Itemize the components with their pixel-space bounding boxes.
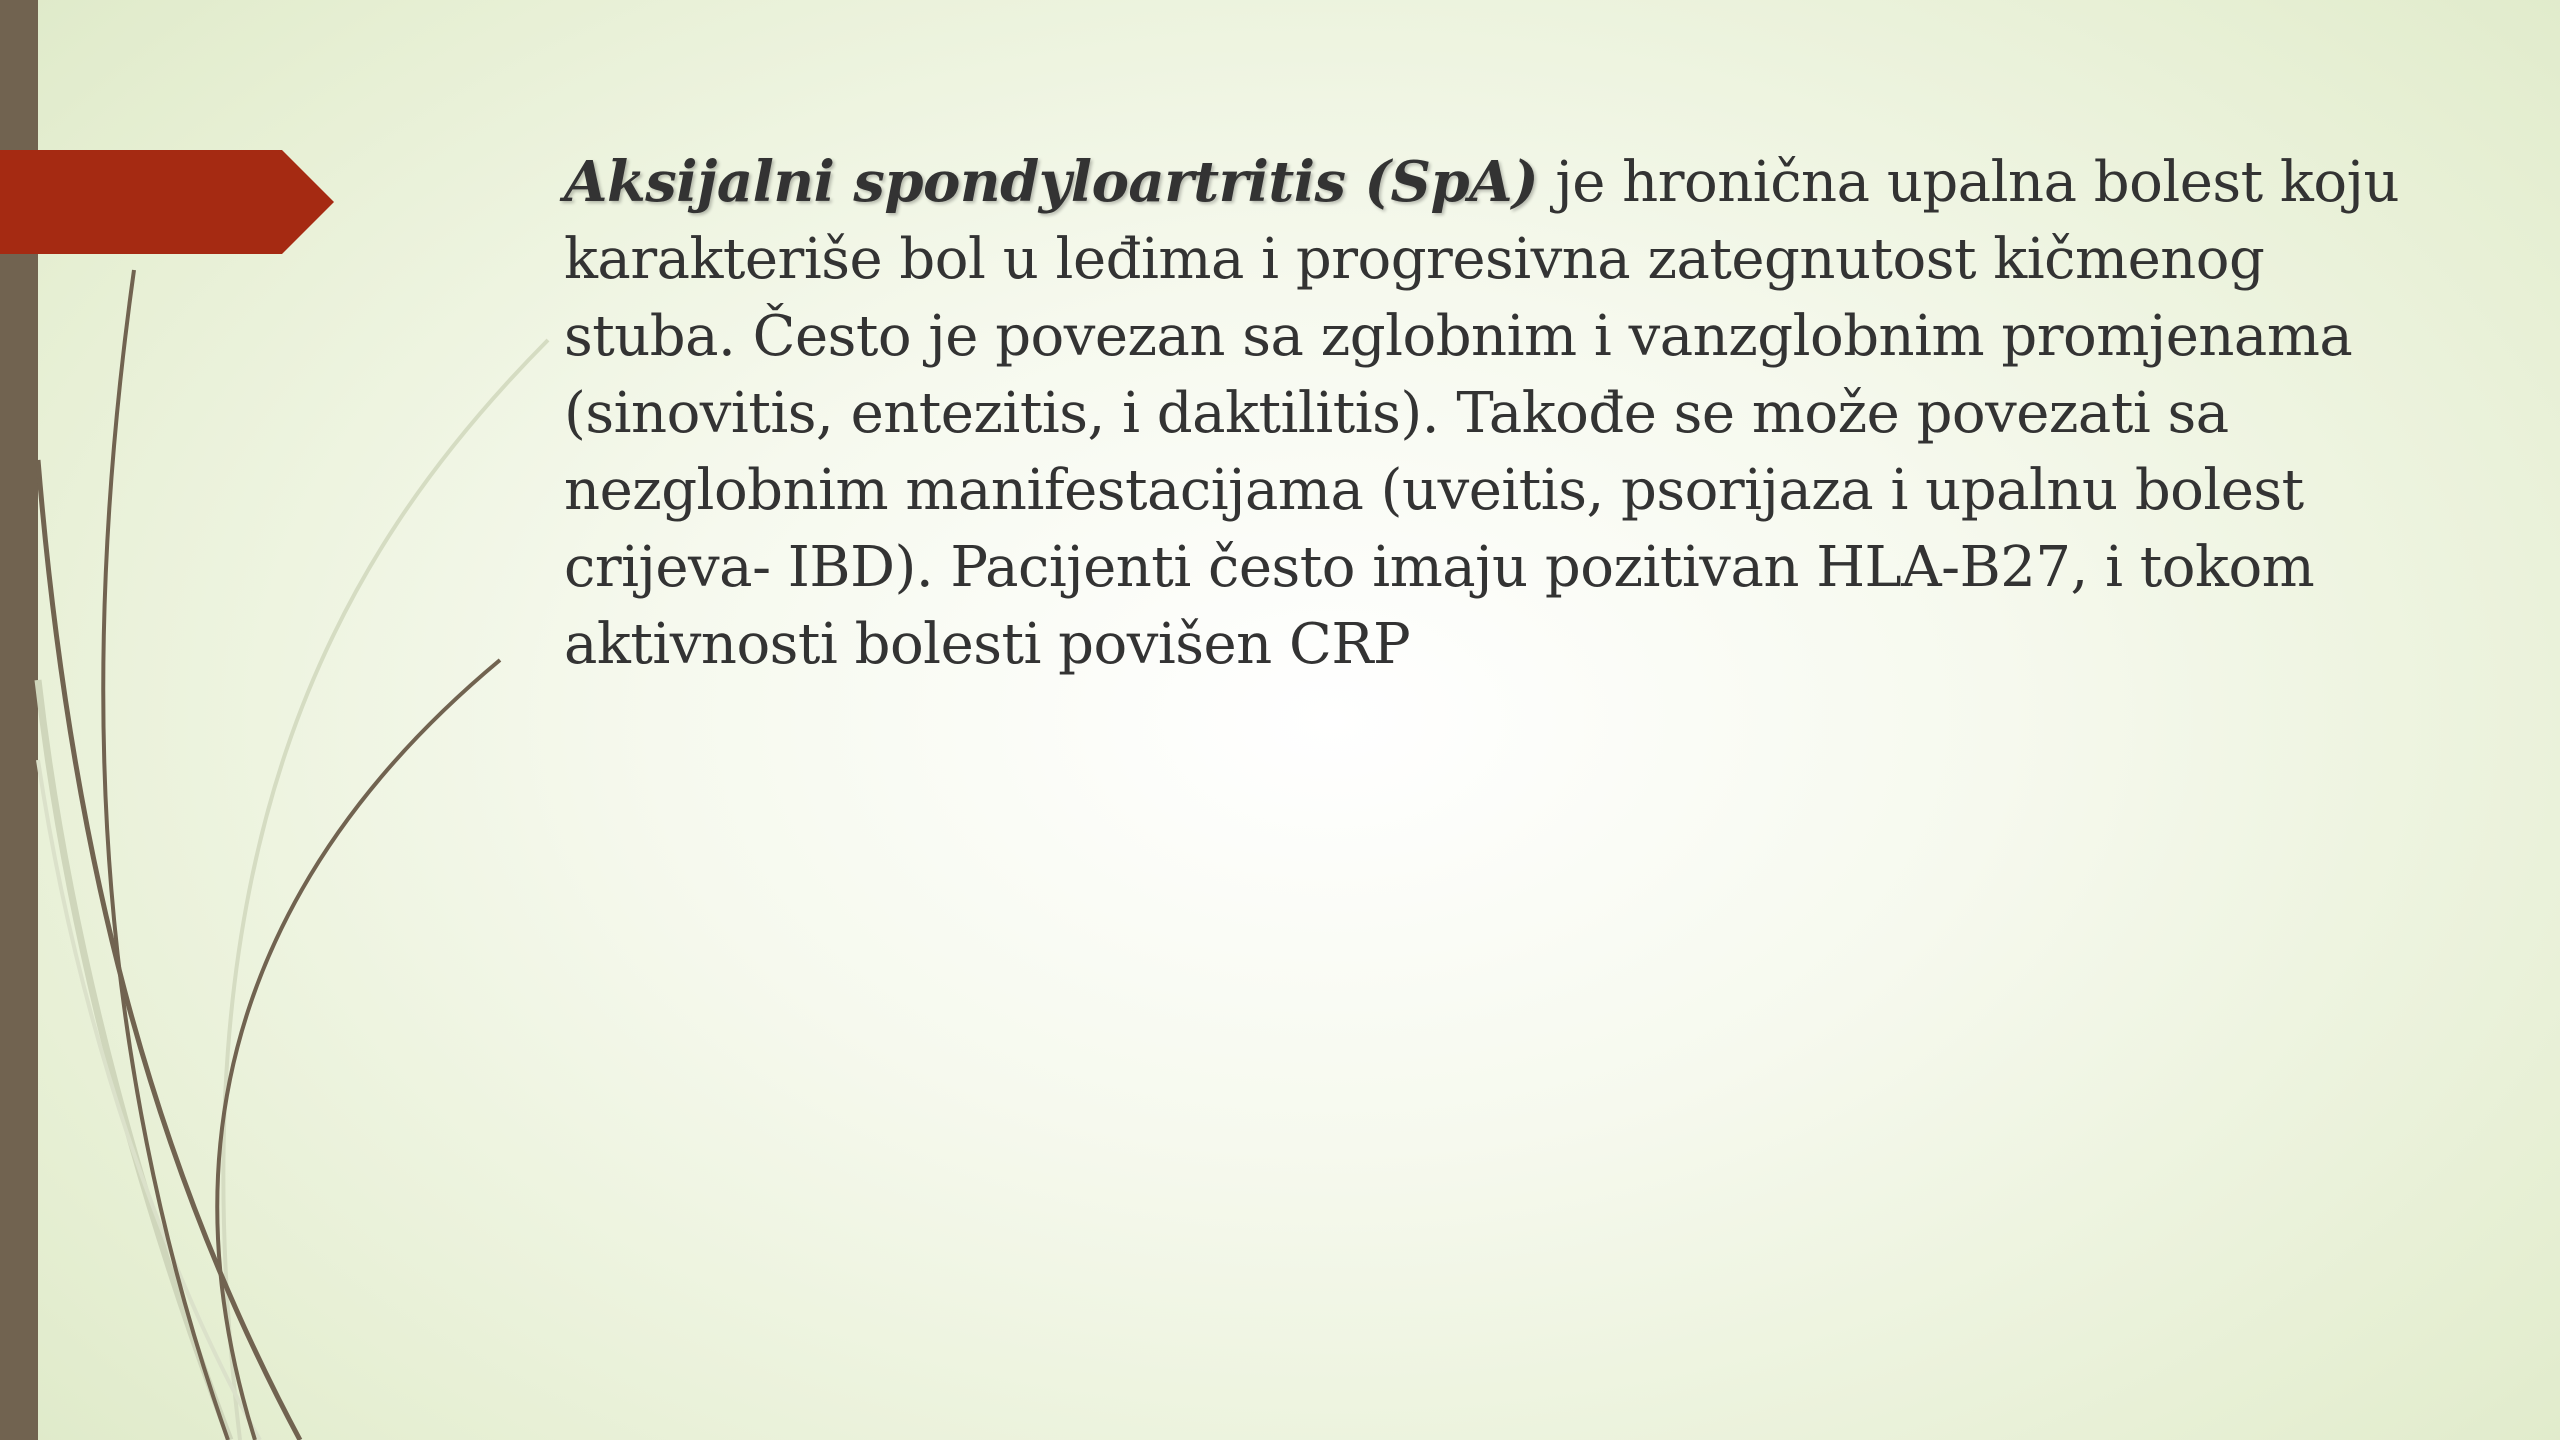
curve-pale-1	[223, 340, 548, 1440]
body-text: je hronična upalna bolest koju karakteriše bol u leđima i progresivna zategnutost kičmenog stuba. Često je povezan sa zglobnim i vanzglobnim promjenama (sinovitis, entezitis, i daktilitis). Takođe se može povezati sa nezglobnim manifestacijama (uveitis, psorijaza i upalnu bolest crijeva- IBD). Pacijenti često imaju pozitivan HLA-B27, i tokom aktivnosti bolesti povišen CRP	[564, 150, 2400, 677]
curve-dark-3	[217, 660, 500, 1440]
curve-dark-2	[38, 460, 300, 1440]
lead-term: Aksijalni spondyloartritis (SpA)	[564, 149, 1539, 215]
title-arrow-banner	[0, 150, 334, 254]
slide-body	[564, 144, 2424, 683]
